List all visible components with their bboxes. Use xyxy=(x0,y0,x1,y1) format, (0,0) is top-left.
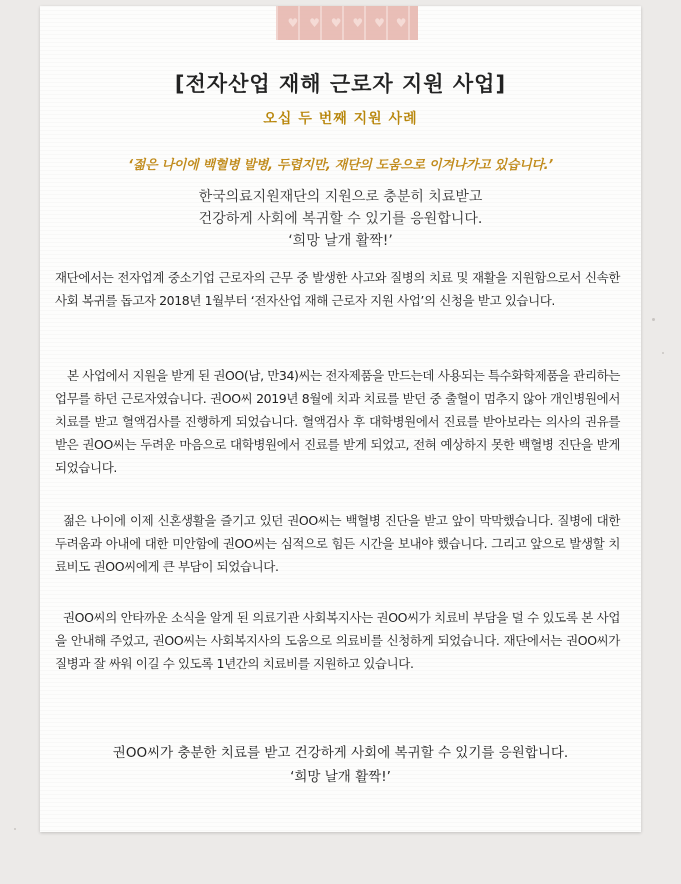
body-paragraph-support: 권OO씨의 안타까운 소식을 알게 된 의료기관 사회복지사는 권OO씨가 치료비 부담을 덜 수 있도록 본 사업을 안내해 주었고, 권OO씨는 사회복지사의 도움으로 의료비를 신청하게 되었습니다. 재단에서는 권OO씨가 질병과 잘 싸워 이길 수 있도록 1년간의 치료비를 지원하고 있습니다. xyxy=(55,610,620,671)
background-speck xyxy=(14,828,16,830)
heart-icon: ♥ xyxy=(374,16,385,30)
support-line: 건강하게 사회에 복귀할 수 있기를 응원합니다. xyxy=(198,211,483,227)
closing-line: ‘희망 날개 활짝!’ xyxy=(290,769,391,785)
body-paragraph-hardship: 젊은 나이에 이제 신혼생활을 즐기고 있던 권OO씨는 백혈병 진단을 받고 앞이 막막했습니다. 질병에 대한 두려움과 아내에 대한 미안함에 권OO씨는 심적으로 힘든 시간을 보내야 했습니다. 그리고 앞으로 발생할 치료비도 권OO씨에게 큰 부담이 되었습니다. xyxy=(55,513,620,574)
heart-icon: ♥ xyxy=(309,16,320,30)
body-paragraph-case: 본 사업에서 지원을 받게 된 권OO(남, 만34)씨는 전자제품을 만드는데 사용되는 특수화학제품을 관리하는 업무를 하던 근로자였습니다. 권OO씨 2019년 8월에 치과 치료를 받던 중 출혈이 멈추지 않아 개인병원에서 치료를 받고 혈액검사를 진행하게 되었습니다. 혈액검사 후 대학병원에서 진료를 받아보라는 의사의 권유를 받은 권OO씨는 두려운 마음으로 대학병원에서 진료를 받게 되었고, 전혀 예상하지 못한 백혈병 진단을 받게 되었습니다. xyxy=(55,368,620,475)
document-title: [전자산업 재해 근로자 지원 사업] xyxy=(174,72,507,96)
background-speck xyxy=(662,352,664,354)
heart-icon: ♥ xyxy=(352,16,364,30)
support-line: 한국의료지원재단의 지원으로 충분히 치료받고 xyxy=(198,189,483,205)
heart-icon: ♥ xyxy=(287,16,299,30)
letter-paper xyxy=(40,6,641,832)
background-speck xyxy=(652,318,655,321)
closing-line: 권OO씨가 충분한 치료를 받고 건강하게 사회에 복귀할 수 있기를 응원합니다. xyxy=(112,745,569,761)
support-message xyxy=(40,186,641,252)
body-paragraph-intro: 재단에서는 전자업계 중소기업 근로자의 근무 중 발생한 사고와 질병의 치료 및 재활을 지원함으로서 신속한 사회 복귀를 돕고자 2018년 1월부터 ‘전자산업 재해 근로자 지원 사업’의 신청을 받고 있습니다. xyxy=(55,270,620,308)
heart-icon: ♥ xyxy=(330,16,342,30)
heart-icon: ♥ xyxy=(395,16,407,30)
support-line: ‘희망 날개 활짝!’ xyxy=(288,233,393,249)
closing-message xyxy=(40,741,641,789)
case-subtitle: 오십 두 번째 지원 사례 xyxy=(263,111,418,127)
patient-quote: ‘젊은 나이에 백혈병 발병, 두렵지만, 재단의 도움으로 이겨나가고 있습니다.’ xyxy=(128,158,553,173)
washi-tape-decoration xyxy=(276,6,418,40)
